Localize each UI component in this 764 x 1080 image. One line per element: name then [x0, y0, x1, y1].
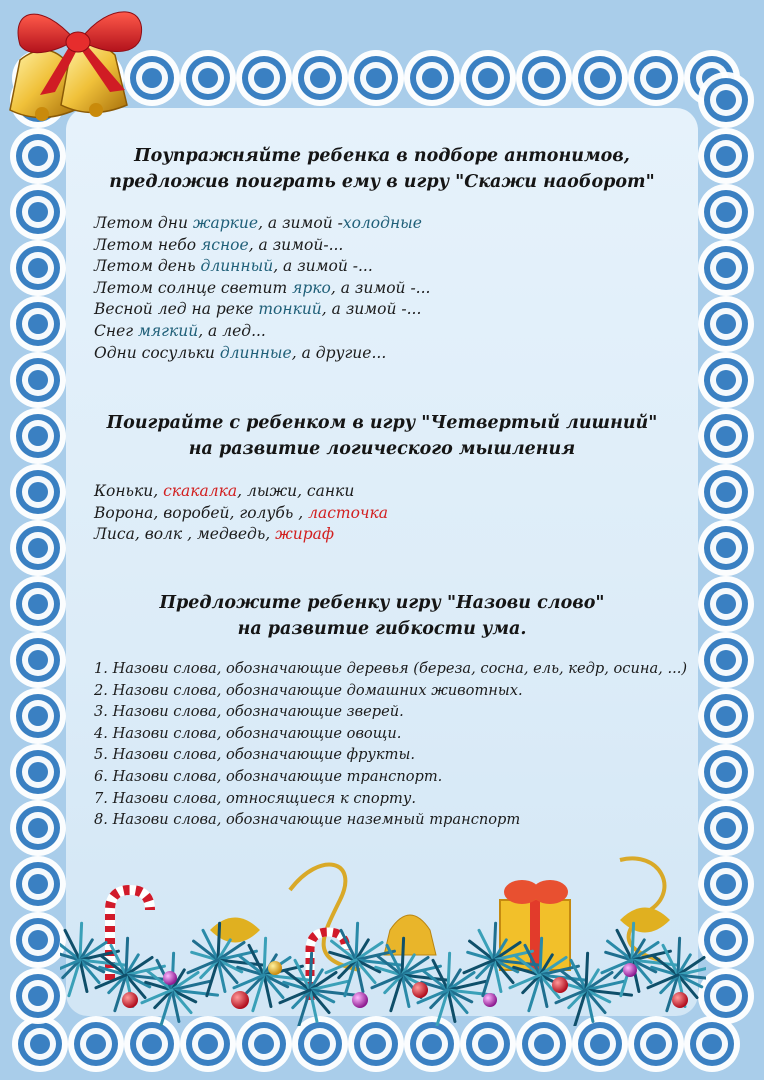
section1-title: [66, 143, 698, 195]
odd-one-out-line: Лиса, волк , медведь, жираф: [94, 525, 335, 544]
section3-title-line2: на развитие гибкости ума.: [237, 619, 527, 639]
antonym-line: Летом день длинный, а зимой -...: [94, 257, 373, 276]
antonym-line: Летом небо ясное, а зимой-...: [94, 235, 344, 254]
odd-one-out-list: [94, 481, 388, 546]
list-item: 2. Назови слова, обозначающие домашних животных.: [94, 681, 523, 699]
antonym-line: Летом солнце светит ярко, а зимой -...: [94, 278, 431, 297]
section2-title-line1: Поиграйте с ребенком в игру "Четвертый лишний": [106, 413, 658, 433]
section2-title-line2: на развитие логического мышления: [188, 439, 576, 459]
list-item: 5. Назови слова, обозначающие фрукты.: [94, 746, 415, 764]
section1-title-line2: предложив поиграть ему в игру "Скажи наоборот": [109, 172, 655, 192]
odd-one-out-line: Ворона, воробей, голубь , ласточка: [94, 503, 389, 522]
antonym-line: Снег мягкий, а лед...: [94, 321, 266, 340]
section1-title-line1: Поупражняйте ребенка в подборе антонимов,: [134, 146, 630, 166]
list-item: 4. Назови слова, обозначающие овощи.: [94, 724, 402, 742]
antonym-line: Летом дни жаркие, а зимой -холодные: [94, 214, 422, 232]
antonym-line: Одни сосульки длинные, а другие...: [94, 343, 387, 362]
christmas-garland-decoration: [60, 850, 706, 1026]
section2-title: [66, 410, 698, 462]
list-item: 3. Назови слова, обозначающие зверей.: [94, 703, 404, 721]
bells-bow-decoration: [0, 0, 170, 140]
section3-title: [66, 590, 698, 642]
list-item: 7. Назови слова, относящиеся к спорту.: [94, 789, 416, 807]
list-item: 8. Назови слова, обозначающие наземный транспорт: [94, 811, 521, 829]
antonyms-list: [94, 213, 430, 364]
antonym-line: Весной лед на реке тонкий, а зимой -...: [94, 300, 422, 319]
list-item: 6. Назови слова, обозначающие транспорт.: [94, 767, 443, 785]
name-word-list: [94, 658, 687, 831]
odd-one-out-line: Коньки, скакалка, лыжи, санки: [94, 482, 355, 500]
list-item: 1. Назови слова, обозначающие деревья (береза, сосна, ель, кедр, осина, ...): [94, 660, 688, 677]
section3-title-line1: Предложите ребенку игру "Назови слово": [159, 593, 605, 613]
